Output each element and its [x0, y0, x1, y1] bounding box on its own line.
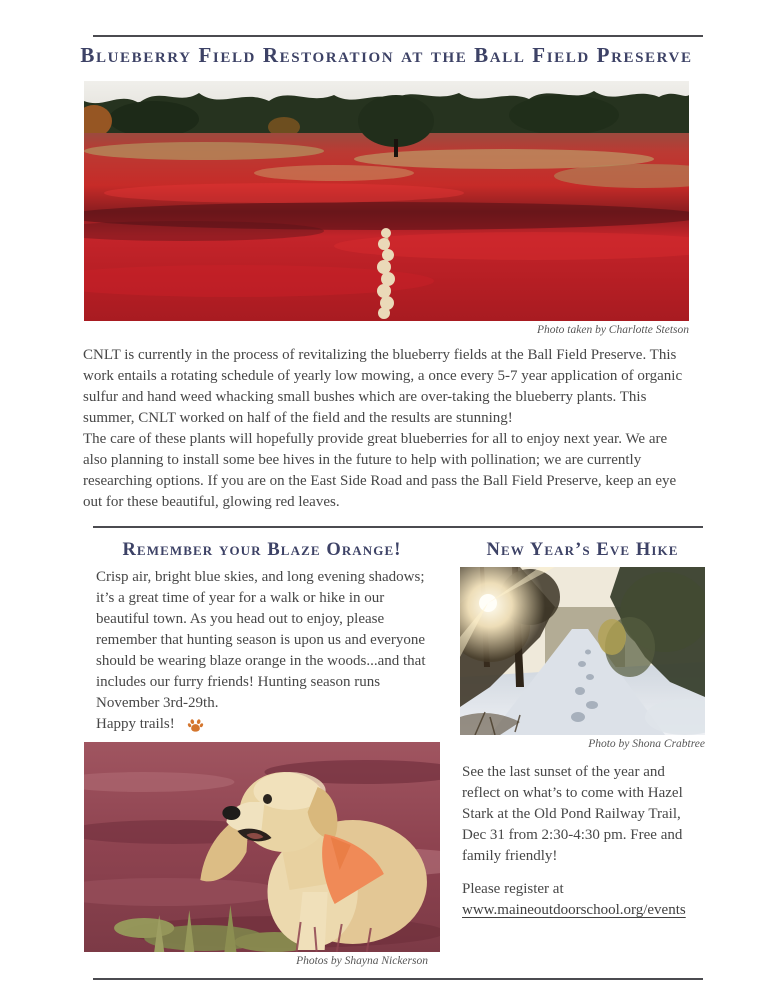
golden-retriever-photo — [84, 742, 440, 952]
register-label: Please register at — [462, 881, 564, 897]
top-divider — [93, 35, 703, 37]
article-paragraph-1: CNLT is currently in the process of revitalizing the blueberry fields at the Ball Field Preserve. This work entails a rotating schedule of yearly low mowing, a once every 5-7 year application of organic sulfur and hand weed whacking small bushes which are over-taking the blueberry plants. This summer, CNLT worked on half of the field and the results are stunning! — [83, 347, 683, 426]
paw-print-icon — [187, 716, 204, 733]
new-years-eve-heading: New Year’s Eve Hike — [486, 540, 679, 560]
bottom-divider — [93, 978, 703, 980]
blaze-orange-body: Crisp air, bright blue skies, and long evening shadows; it’s a great time of year for a walk or hike in our beautiful town. As you head out to enjoy, please remember that hunting season is upon us and everyone should be wearing blaze orange in the woods...and that includes our furry friends! Hunting season runs November 3rd-29th. — [96, 569, 426, 711]
dog-figure — [84, 742, 440, 969]
blaze-orange-column — [84, 536, 440, 969]
page-title: Blueberry Field Restoration at the Ball Field Preserve — [80, 43, 693, 67]
happy-trails-text: Happy trails! — [96, 716, 175, 732]
new-years-eve-column — [460, 536, 705, 969]
main-photo-credit: Photo taken by Charlotte Stetson — [536, 324, 689, 336]
main-article-figure — [0, 81, 773, 338]
trail-photo-credit: Photo by Shona Crabtree — [588, 738, 705, 750]
blaze-orange-heading: Remember your Blaze Orange! — [122, 540, 402, 560]
two-column-section — [84, 536, 773, 969]
snowy-trail-photo — [460, 567, 705, 735]
register-block — [462, 879, 703, 921]
register-link[interactable]: www.maineoutdoorschool.org/events — [462, 902, 686, 918]
dog-photo-credit: Photos by Shayna Nickerson — [296, 955, 428, 967]
blueberry-field-photo — [84, 81, 689, 321]
article-paragraph-2: The care of these plants will hopefully provide great blueberries for all to enjoy next year. We are also planning to install some bee hives in the future to help with pollination; we are currently researching options. If you are on the East Side Road and pass the Ball Field Preserve, keep an eye out for these beautiful, glowing red leaves. — [83, 431, 677, 510]
trail-figure — [460, 567, 705, 752]
happy-trails-line — [96, 714, 440, 735]
new-years-eve-body: See the last sunset of the year and reflect on what’s to come with Hazel Stark at the Old Pond Railway Trail, Dec 31 from 2:30-4:30 pm. Free and family friendly! — [462, 764, 683, 864]
middle-divider — [93, 526, 703, 528]
